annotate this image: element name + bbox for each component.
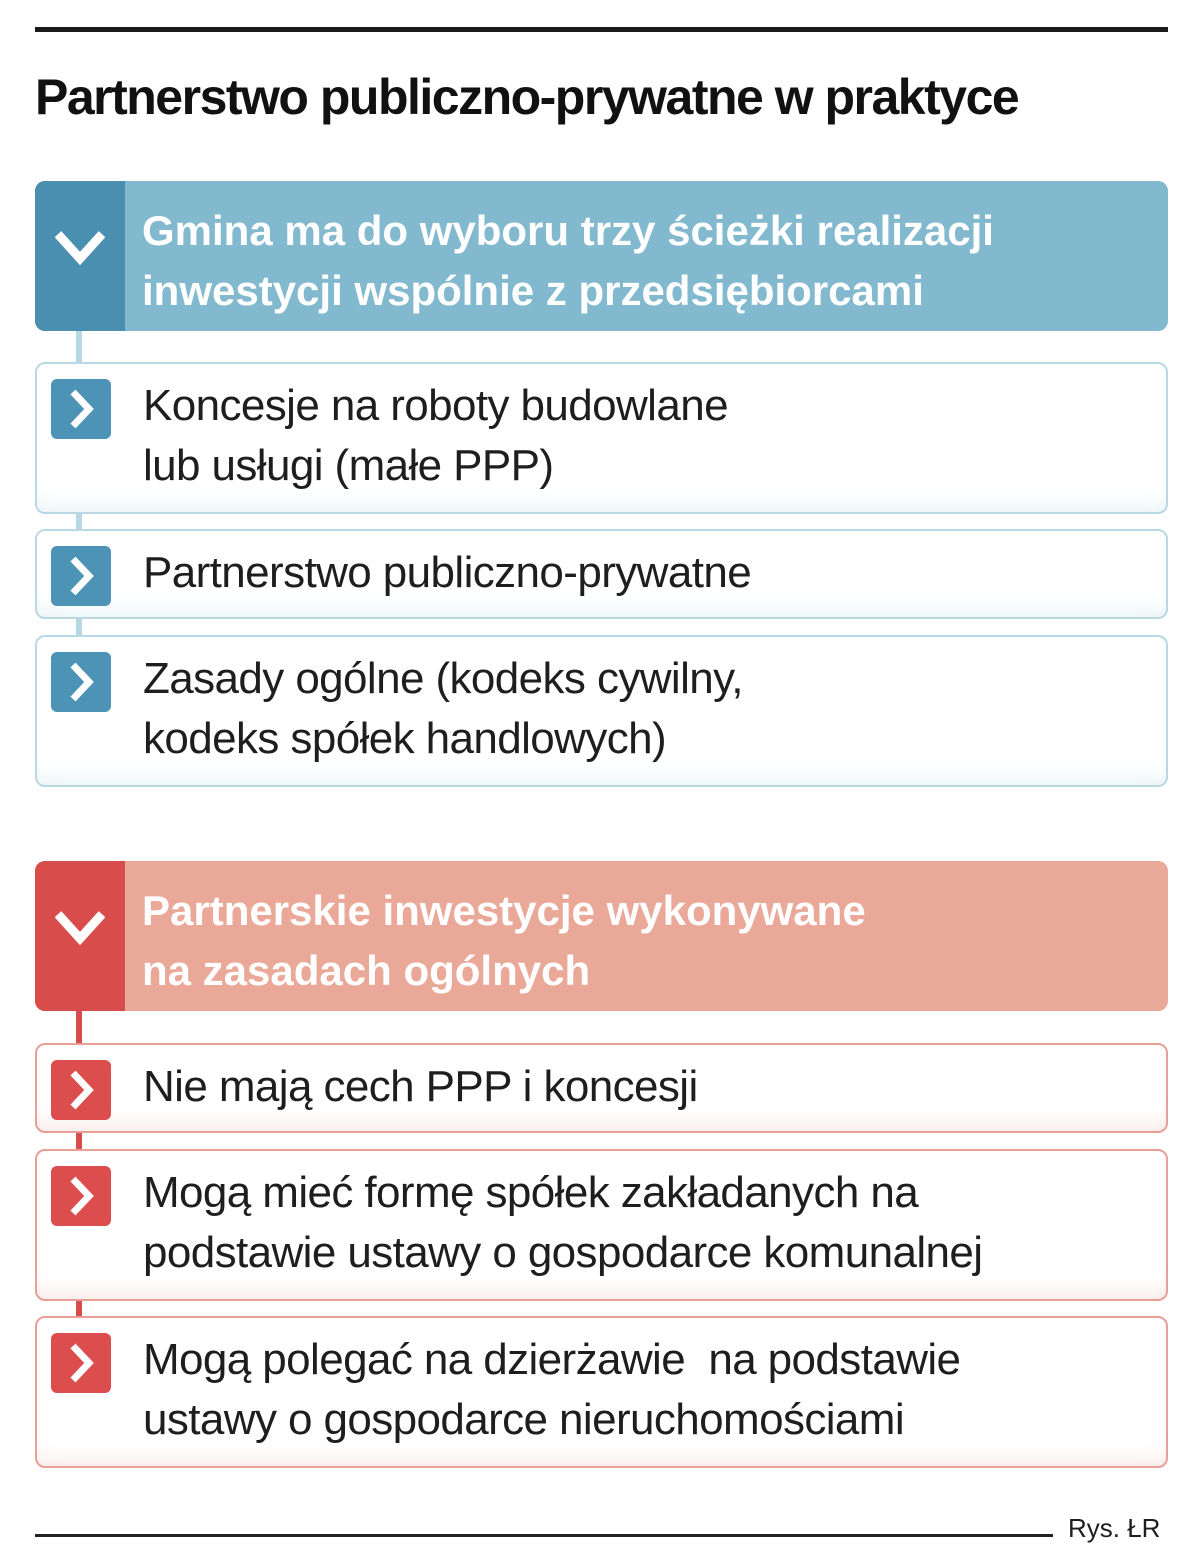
item-line-1: Partnerstwo publiczno-prywatne (143, 548, 752, 597)
item-line-1: Nie mają cech PPP i koncesji (143, 1062, 698, 1111)
list-item (35, 1149, 1168, 1301)
item-line-1: Mogą mieć formę spółek zakładanych na (143, 1168, 919, 1217)
item-line-1: Koncesje na roboty budowlane (143, 381, 728, 430)
section-header (35, 861, 1168, 1011)
bottom-rule (35, 1534, 1053, 1537)
item-text (143, 543, 1146, 603)
list-item (35, 362, 1168, 514)
item-bullet (51, 1333, 111, 1393)
header-line-1: Gmina ma do wyboru trzy ścieżki realizacji (142, 207, 994, 254)
header-line-2: inwestycji wspólnie z przedsiębiorcami (142, 267, 924, 314)
list-item (35, 635, 1168, 787)
item-bullet (51, 1060, 111, 1120)
item-bullet (51, 379, 111, 439)
item-line-2: kodeks spółek handlowych) (143, 714, 667, 763)
item-line-2: podstawie ustawy o gospodarce komunalnej (143, 1228, 983, 1277)
chevron-down-icon (55, 224, 105, 274)
credit: Rys. ŁR (1068, 1513, 1161, 1543)
header-line-1: Partnerskie inwestycje wykonywane (142, 887, 866, 934)
section-header-text (142, 201, 1138, 321)
top-rule (35, 27, 1168, 32)
list-item (35, 1043, 1168, 1133)
item-text (143, 1057, 1146, 1117)
page-title: Partnerstwo publiczno-prywatne w praktyce (35, 69, 1019, 125)
item-bullet (51, 1166, 111, 1226)
header-marker (35, 181, 125, 331)
item-line-2: lub usługi (małe PPP) (143, 441, 554, 490)
list-item (35, 1316, 1168, 1468)
section-header (35, 181, 1168, 331)
chevron-right-icon (51, 379, 111, 439)
section-header-text (142, 881, 1138, 1001)
item-text (143, 376, 1146, 496)
item-text (143, 1163, 1146, 1283)
item-line-1: Mogą polegać na dzierżawie na podstawie (143, 1335, 961, 1384)
chevron-right-icon (51, 1166, 111, 1226)
item-bullet (51, 546, 111, 606)
list-item (35, 529, 1168, 619)
chevron-right-icon (51, 1333, 111, 1393)
chevron-right-icon (51, 1060, 111, 1120)
item-text (143, 1330, 1146, 1450)
chevron-right-icon (51, 546, 111, 606)
chevron-down-icon (55, 904, 105, 954)
chevron-right-icon (51, 652, 111, 712)
item-text (143, 649, 1146, 769)
header-marker (35, 861, 125, 1011)
item-line-2: ustawy o gospodarce nieruchomościami (143, 1395, 905, 1444)
item-bullet (51, 652, 111, 712)
item-line-1: Zasady ogólne (kodeks cywilny, (143, 654, 743, 703)
header-line-2: na zasadach ogólnych (142, 947, 591, 994)
